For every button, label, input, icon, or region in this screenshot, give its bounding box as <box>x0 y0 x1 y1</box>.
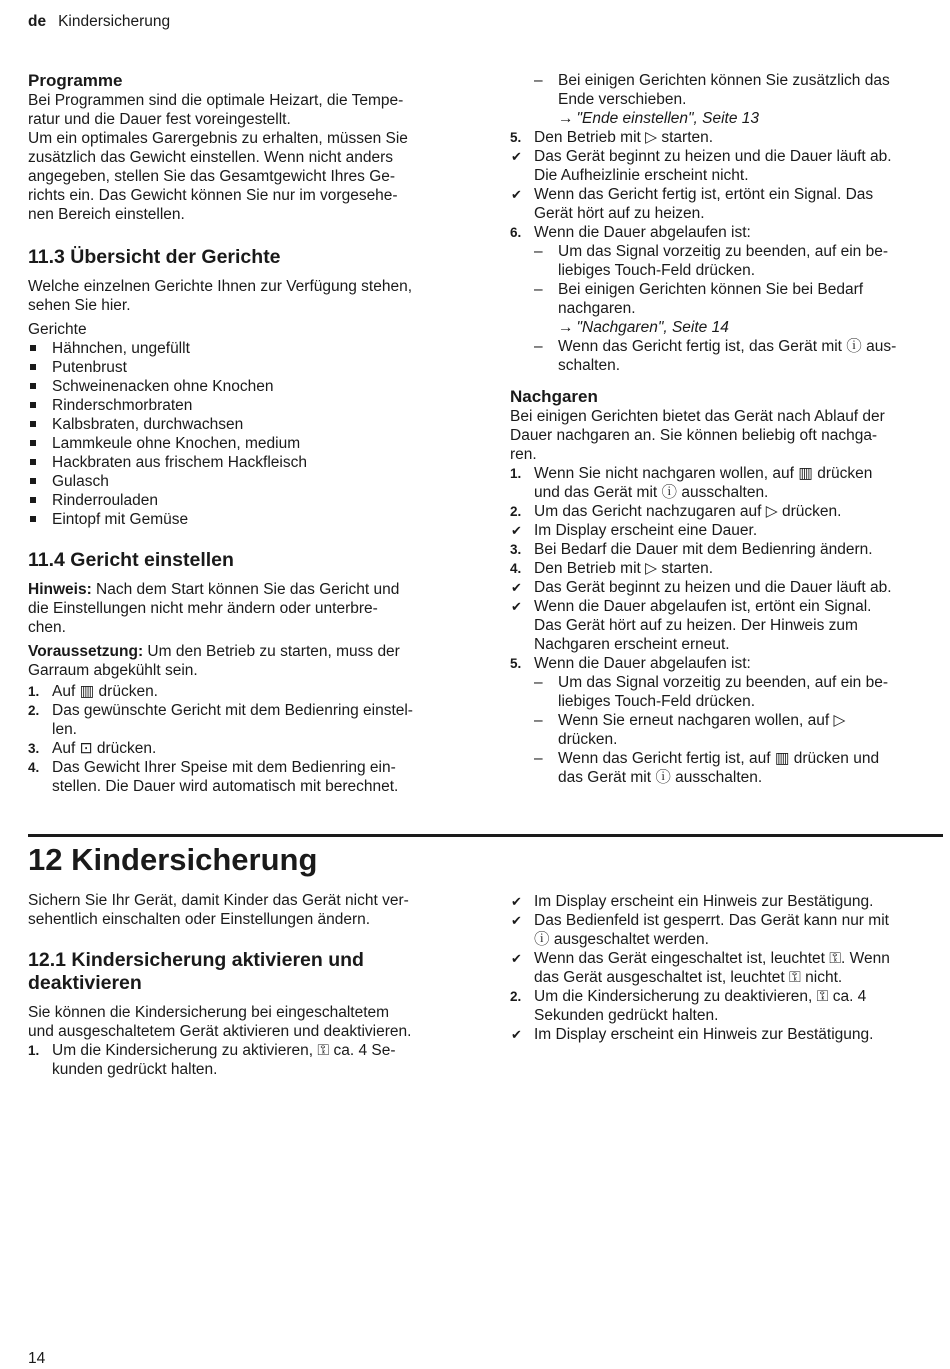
chapter-divider <box>28 834 943 837</box>
check-icon: ✔ <box>511 580 522 595</box>
dish-item: Rinderschmorbraten <box>28 396 468 415</box>
power-icon: ⓘ <box>534 931 550 948</box>
programme-line: Um ein optimales Garergebnis zu erhalten, müssen Sie <box>28 130 408 147</box>
voraussetzung-line: Garraum abgekühlt sein. <box>28 662 198 679</box>
dish-item: Eintopf mit Gemüse <box>28 510 468 529</box>
dash-icon: – <box>534 712 543 729</box>
result-item: ✔ Im Display erscheint ein Hinweis zur Bestätigung. <box>511 1026 874 1043</box>
voraussetzung-label: Voraussetzung: <box>28 643 144 660</box>
result-item: ✔ Im Display erscheint eine Dauer. <box>511 522 758 539</box>
play-icon: ▷ <box>833 712 846 729</box>
step-2: 2. Das gewünschte Gericht mit dem Bedienring einstel- len. <box>28 702 413 738</box>
dish-item: Putenbrust <box>28 358 468 377</box>
dash-item: – Wenn das Gericht fertig ist, auf ▥ drücken und das Gerät mit ⓘ ausschalten. <box>534 750 880 786</box>
nachgaren-step-4: 4. Den Betrieb mit ▷ starten. <box>510 560 714 577</box>
bullet-icon <box>30 402 36 408</box>
chapter-intro-line: Sichern Sie Ihr Gerät, damit Kinder das Gerät nicht ver- <box>28 892 409 909</box>
power-icon: ⓘ <box>655 769 671 786</box>
hinweis-line: die Einstellungen nicht mehr ändern oder unterbre- <box>28 600 378 617</box>
hinweis-line: Hinweis: Nach dem Start können Sie das Gericht und <box>28 581 400 598</box>
nachgaren-step-1: 1. Wenn Sie nicht nachgaren wollen, auf ▥ drücken und das Gerät mit ⓘ ausschalten. <box>510 465 873 501</box>
s121-intro-line: und ausgeschaltetem Gerät aktivieren und deaktivieren. <box>28 1023 412 1040</box>
check-icon: ✔ <box>511 894 522 909</box>
dish-item: Hähnchen, ungefüllt <box>28 339 468 358</box>
nachgaren-intro-line: Dauer nachgaren an. Sie können beliebig oft nachga- <box>510 427 878 444</box>
dash-item: – Wenn das Gericht fertig ist, das Gerät mit ⓘ aus- schalten. <box>534 338 897 374</box>
gerichte-label: Gerichte <box>28 321 87 338</box>
hinweis-line: chen. <box>28 619 66 636</box>
nachgaren-intro-line: Bei einigen Gerichten bietet das Gerät nach Ablauf der <box>510 408 885 425</box>
play-icon: ▷ <box>765 503 778 520</box>
result-item: ✔ Im Display erscheint ein Hinweis zur Bestätigung. <box>511 893 874 910</box>
programs-icon: ▥ <box>79 683 95 700</box>
nachgaren-step-3: 3. Bei Bedarf die Dauer mit dem Bedienring ändern. <box>510 541 873 558</box>
result-item: ✔ Wenn die Dauer abgelaufen ist, ertönt ein Signal. Das Gerät hört auf zu heizen. Der Hinweis zum Nachgaren erscheint erneut. <box>511 598 872 653</box>
key-icon: ⚿ <box>317 1042 330 1059</box>
arrow-icon: → <box>558 319 574 336</box>
programme-line: zusätzlich das Gewicht einstellen. Wenn nicht anders <box>28 149 394 166</box>
programme-line: Bei Programmen sind die optimale Heizart, die Tempe- <box>28 92 404 109</box>
key-icon: ⚿ <box>789 969 801 986</box>
section-12-1-heading: 12.1 Kindersicherung aktivieren und deaktivieren <box>28 949 364 994</box>
step-1: 1. Auf ▥ drücken. <box>28 683 158 700</box>
check-icon: ✔ <box>511 523 522 538</box>
kinder-step-2: 2. Um die Kindersicherung zu deaktivieren, ⚿ ca. 4 Sekunden gedrückt halten. <box>510 988 867 1024</box>
play-icon: ▷ <box>645 129 658 146</box>
right-column-bottom <box>510 892 942 1044</box>
programme-heading: Programme <box>28 71 123 90</box>
bullet-icon <box>30 459 36 465</box>
result-item: ✔ Wenn das Gericht fertig ist, ertönt ein Signal. Das Gerät hört auf zu heizen. <box>511 186 874 222</box>
bullet-icon <box>30 345 36 351</box>
hinweis-label: Hinweis: <box>28 581 92 598</box>
programme-line: ratur und die Dauer fest voreingestellt. <box>28 111 291 128</box>
dash-item: – Bei einigen Gerichten können Sie bei Bedarf nachgaren. <box>534 281 864 317</box>
bullet-icon <box>30 516 36 522</box>
check-icon: ✔ <box>511 913 522 928</box>
dish-item: Lammkeule ohne Knochen, medium <box>28 434 468 453</box>
step-5: 5. Den Betrieb mit ▷ starten. <box>510 129 714 146</box>
check-icon: ✔ <box>511 599 522 614</box>
dash-icon: – <box>534 281 543 298</box>
dash-item: – Um das Signal vorzeitig zu beenden, auf ein be- liebiges Touch-Feld drücken. <box>534 243 889 279</box>
check-icon: ✔ <box>511 1027 522 1042</box>
check-icon: ✔ <box>511 187 522 202</box>
s113-intro-line: sehen Sie hier. <box>28 297 131 314</box>
dash-icon: – <box>534 243 543 260</box>
dash-icon: – <box>534 338 543 355</box>
right-column-top <box>510 71 942 787</box>
chapter-intro-line: sehentlich einschalten oder Einstellungen ändern. <box>28 911 371 928</box>
dish-item: Hackbraten aus frischem Hackfleisch <box>28 453 468 472</box>
left-column-bottom <box>28 891 468 1079</box>
dish-item: Rinderrouladen <box>28 491 468 510</box>
nachgaren-intro-line: ren. <box>510 446 537 463</box>
page-number: 14 <box>28 1350 46 1367</box>
key-icon: ⚿ <box>816 988 829 1005</box>
voraussetzung-line: Voraussetzung: Um den Betrieb zu starten, muss der <box>28 643 400 660</box>
step-4: 4. Das Gewicht Ihrer Speise mit dem Bedienring ein- stellen. Die Dauer wird automatisch mit berechnet. <box>28 759 399 795</box>
dash-item: – Bei einigen Gerichten können Sie zusätzlich das Ende verschieben. <box>534 72 890 108</box>
kinder-step-1: 1. Um die Kindersicherung zu aktivieren, ⚿ ca. 4 Se- kunden gedrückt halten. <box>28 1042 396 1078</box>
dash-icon: – <box>534 674 543 691</box>
step-3: 3. Auf ⊡ drücken. <box>28 740 157 757</box>
bullet-icon <box>30 383 36 389</box>
power-icon: ⓘ <box>661 484 678 501</box>
key-icon: ⚿ <box>829 950 842 967</box>
dash-item: – Wenn Sie erneut nachgaren wollen, auf ▷ drücken. <box>534 712 846 748</box>
left-column-top <box>28 71 468 796</box>
nachgaren-heading: Nachgaren <box>510 387 598 406</box>
nachgaren-step-2: 2. Um das Gericht nachzugaren auf ▷ drücken. <box>510 503 842 520</box>
result-item: ✔ Das Gerät beginnt zu heizen und die Dauer läuft ab. Die Aufheizlinie erscheint nicht. <box>511 148 892 184</box>
weight-icon: ⊡ <box>79 740 93 757</box>
section-11-3-heading: 11.3 Übersicht der Gerichte <box>28 246 281 268</box>
play-icon: ▷ <box>645 560 658 577</box>
arrow-icon: → <box>558 110 574 127</box>
header-title: Kindersicherung <box>58 13 171 30</box>
bullet-icon <box>30 364 36 370</box>
result-item: ✔ Das Bedienfeld ist gesperrt. Das Gerät kann nur mit ⓘ ausgeschaltet werden. <box>511 912 889 948</box>
bullet-icon <box>30 421 36 427</box>
result-item: ✔ Wenn das Gerät eingeschaltet ist, leuchtet ⚿. Wenn das Gerät ausgeschaltet ist, leuchtet ⚿ nicht. <box>511 950 890 986</box>
power-icon: ⓘ <box>846 338 862 355</box>
chapter-title: 12 Kindersicherung <box>28 842 318 877</box>
s121-intro-line: Sie können die Kindersicherung bei eingeschaltetem <box>28 1004 390 1021</box>
dash-item: – Um das Signal vorzeitig zu beenden, auf ein be- liebiges Touch-Feld drücken. <box>534 674 889 710</box>
result-item: ✔ Das Gerät beginnt zu heizen und die Dauer läuft ab. <box>511 579 892 596</box>
language-tag: de <box>28 13 47 30</box>
bullet-icon <box>30 478 36 484</box>
cross-reference-link[interactable]: → "Nachgaren", Seite 14 <box>558 319 729 336</box>
dish-item: Gulasch <box>28 472 468 491</box>
s113-intro-line: Welche einzelnen Gerichte Ihnen zur Verfügung stehen, <box>28 278 413 295</box>
check-icon: ✔ <box>511 149 522 164</box>
nachgaren-step-5: 5. Wenn die Dauer abgelaufen ist: <box>510 655 751 672</box>
page-header <box>28 12 170 31</box>
step-6: 6. Wenn die Dauer abgelaufen ist: <box>510 224 751 241</box>
bullet-icon <box>30 440 36 446</box>
bullet-icon <box>30 497 36 503</box>
dish-item: Kalbsbraten, durchwachsen <box>28 415 468 434</box>
programme-line: nen Bereich einstellen. <box>28 206 185 223</box>
check-icon: ✔ <box>511 951 522 966</box>
programme-line: richts ein. Das Gewicht können Sie nur im vorgesehe- <box>28 187 398 204</box>
programme-line: angegeben, stellen Sie das Gesamtgewicht Ihres Ge- <box>28 168 396 185</box>
section-11-4-heading: 11.4 Gericht einstellen <box>28 549 234 571</box>
dish-item: Schweinenacken ohne Knochen <box>28 377 468 396</box>
dash-icon: – <box>534 72 543 89</box>
cross-reference-link[interactable]: → "Ende einstellen", Seite 13 <box>558 110 759 127</box>
programs-icon: ▥ <box>774 750 790 767</box>
dash-icon: – <box>534 750 543 767</box>
programs-icon: ▥ <box>798 465 813 482</box>
